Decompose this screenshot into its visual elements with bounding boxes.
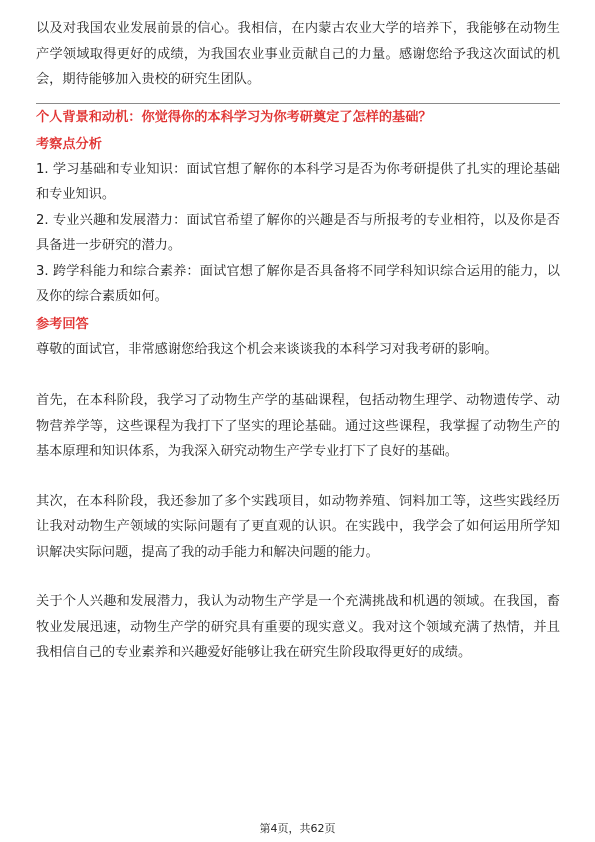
analysis-item: 1. 学习基础和专业知识：面试官想了解你的本科学习是否为你考研提供了扎实的理论基础和专业知识。 [36, 161, 560, 202]
answer-paragraph: 首先，在本科阶段，我学习了动物生产学的基础课程，包括动物生理学、动物遗传学、动物营养学等，这些课程为我打下了坚实的理论基础。通过这些课程，我掌握了动物生产的基本原理和知识体系，为我深入研究动物生产学专业打下了良好的基础。 [36, 393, 560, 459]
section-divider [36, 103, 560, 104]
analysis-item: 2. 专业兴趣和发展潜力：面试官希望了解你的兴趣是否与所报考的专业相符，以及你是否具备进一步研究的潜力。 [36, 212, 560, 253]
page-footer: 第4页，共62页 [259, 822, 336, 835]
answer-paragraph: 尊敬的面试官，非常感谢您给我这个机会来谈谈我的本科学习对我考研的影响。 [36, 341, 498, 357]
answer-paragraph: 其次，在本科阶段，我还参加了多个实践项目，如动物养殖、饲料加工等，这些实践经历让我对动物生产领域的实际问题有了更直观的认识。在实践中，我学会了如何运用所学知识解决实际问题，提高了我的动手能力和解决问题的能力。 [36, 493, 560, 560]
analysis-title: 考察点分析 [36, 136, 102, 152]
intro-paragraph: 以及对我国农业发展前景的信心。我相信，在内蒙古农业大学的培养下，我能够在动物生产学领域取得更好的成绩，为我国农业事业贡献自己的力量。感谢您给予我这次面试的机会，期待能够加入贵校的研究生团队。 [36, 21, 560, 87]
document-page [36, 16, 560, 690]
answer-title: 参考回答 [36, 316, 89, 332]
question-heading: 个人背景和动机：你觉得你的本科学习为你考研奠定了怎样的基础？ [36, 109, 432, 125]
analysis-item: 3. 跨学科能力和综合素养：面试官想了解你是否具备将不同学科知识综合运用的能力，以及你的综合素质如何。 [36, 263, 560, 304]
answer-paragraph: 关于个人兴趣和发展潜力，我认为动物生产学是一个充满挑战和机遇的领域。在我国，畜牧业发展迅速，动物生产学的研究具有重要的现实意义。我对这个领域充满了热情，并且我相信自己的专业素养和兴趣爱好能够让我在研究生阶段取得更好的成绩。 [36, 594, 560, 660]
